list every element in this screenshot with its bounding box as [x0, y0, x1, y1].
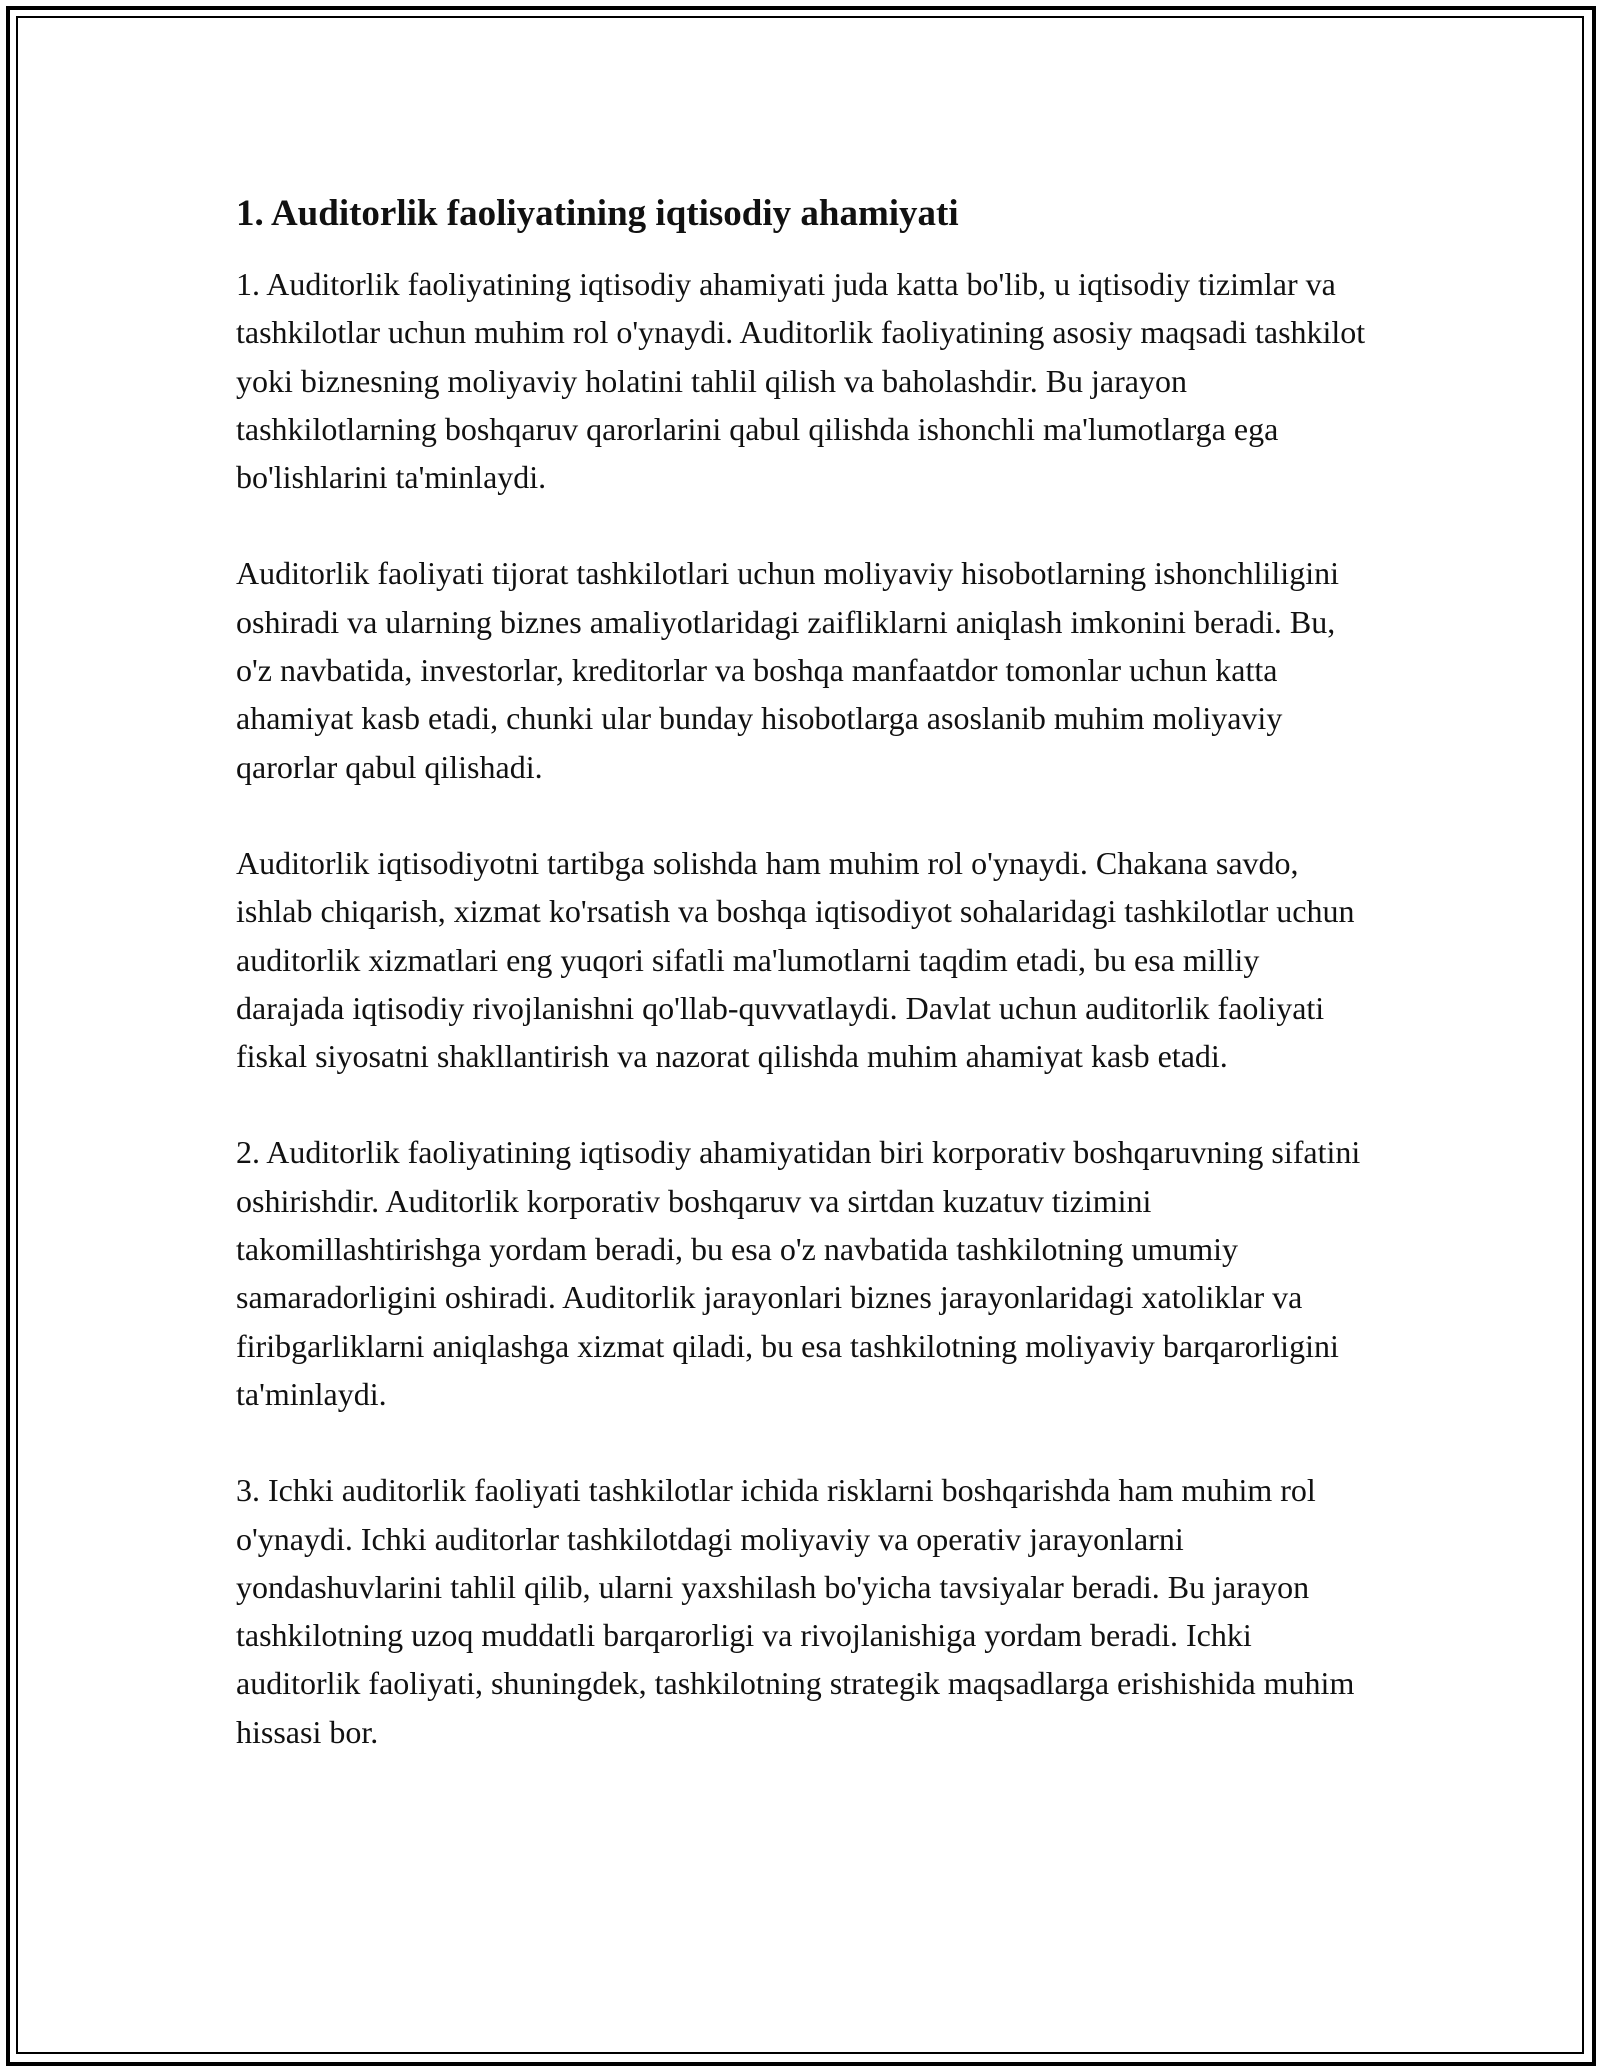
paragraph-3: Auditorlik iqtisodiyotni tartibga solishda ham muhim rol o'ynaydi. Chakana savdo, ishlab chiqarish, xizmat ko'rsatish va boshqa iqtisodiyot sohalaridagi tashkilotlar uchun auditorlik xizmatlari eng yuqori sifatli ma'lumotlarni taqdim etadi, bu esa milliy darajada iqtisodiy rivojlanishni qo'llab-quvvatlaydi. Davlat uchun auditorlik faoliyati fiskal siyosatni shakllantirish va nazorat qilishda muhim ahamiyat kasb etadi.: [236, 844, 1355, 1075]
document-body: [236, 188, 1366, 1804]
paragraph-5: 3. Ichki auditorlik faoliyati tashkilotlar ichida risklarni boshqarishda ham muhim rol o'ynaydi. Ichki auditorlar tashkilotdagi moliyaviy va operativ jarayonlarni yondashuvlarini tahlil qilib, ularni yaxshilash bo'yicha tavsiyalar beradi. Bu jarayon tashkilotning uzoq muddatli barqarorligi va rivojlanishiga yordam beradi. Ichki auditorlik faoliyati, shuningdek, tashkilotning strategik maqsadlarga erishishida muhim hissasi bor.: [236, 1472, 1355, 1750]
paragraph-1: 1. Auditorlik faoliyatining iqtisodiy ahamiyati juda katta bo'lib, u iqtisodiy tizimlar va tashkilotlar uchun muhim rol o'ynaydi. Auditorlik faoliyatining asosiy maqsadi tashkilot yoki biznesning moliyaviy holatini tahlil qilish va baholashdir. Bu jarayon tashkilotlarning boshqaruv qarorlarini qabul qilishda ishonchli ma'lumotlarga ega bo'lishlarini ta'minlaydi.: [236, 266, 1366, 496]
document-heading: 1. Auditorlik faoliyatining iqtisodiy ahamiyati: [236, 193, 959, 234]
paragraph-4: 2. Auditorlik faoliyatining iqtisodiy ahamiyatidan biri korporativ boshqaruvning sifatini oshirishdir. Auditorlik korporativ boshqaruv va sirtdan kuzatuv tizimini takomillashtirishga yordam beradi, bu esa o'z navbatida tashkilotning umumiy samaradorligini oshiradi. Auditorlik jarayonlari biznes jarayonlaridagi xatoliklar va firibgarliklarni aniqlashga xizmat qiladi, bu esa tashkilotning moliyaviy barqarorligini ta'minlaydi.: [236, 1134, 1361, 1412]
paragraph-2: Auditorlik faoliyati tijorat tashkilotlari uchun moliyaviy hisobotlarning ishonchliligini oshiradi va ularning biznes amaliyotlaridagi zaifliklarni aniqlash imkonini beradi. Bu, o'z navbatida, investorlar, kreditorlar va boshqa manfaatdor tomonlar uchun katta ahamiyat kasb etadi, chunki ular bunday hisobotlarga asoslanib muhim moliyaviy qarorlar qabul qilishadi.: [236, 555, 1339, 785]
